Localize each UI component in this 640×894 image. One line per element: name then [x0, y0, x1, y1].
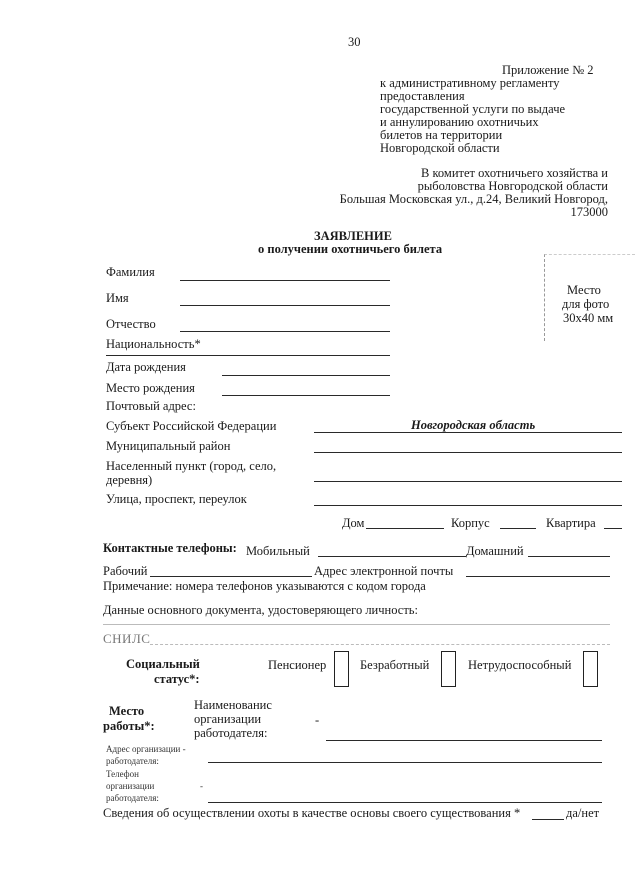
- work-label: Место: [109, 704, 145, 718]
- employer-name-field[interactable]: [326, 740, 602, 741]
- disabled-checkbox[interactable]: [583, 651, 598, 687]
- pensioner-label: Пенсионер: [268, 658, 327, 672]
- photo-label: 30х40 мм: [563, 311, 614, 325]
- nationality-field[interactable]: [106, 355, 390, 356]
- employer-address-label: Адрес организации -: [106, 744, 186, 754]
- document-subtitle: о получении охотничьего билета: [258, 242, 443, 256]
- social-status-label-cont: статус*:: [154, 672, 200, 686]
- birth-date-label: Дата рождения: [106, 360, 186, 374]
- employer-name-label: работодателя:: [194, 726, 268, 740]
- birth-date-field[interactable]: [222, 375, 390, 376]
- id-document-field[interactable]: [103, 624, 610, 625]
- addressee-line: рыболовства Новгородской области: [417, 179, 608, 193]
- subject-field[interactable]: [314, 432, 622, 433]
- locality-field[interactable]: [314, 481, 622, 482]
- unemployed-checkbox[interactable]: [441, 651, 456, 687]
- apartment-label: Квартира: [546, 516, 596, 530]
- addressee-line: В комитет охотничьего хозяйства и: [421, 166, 608, 180]
- employer-phone-label: организации: [106, 781, 155, 791]
- photo-label: для фото: [562, 297, 610, 311]
- addressee-line: 173000: [570, 205, 608, 219]
- addressee-line: Большая Московская ул., д.24, Великий Новгород,: [339, 192, 608, 206]
- work-label-cont: работы*:: [103, 719, 155, 733]
- mobile-field[interactable]: [318, 556, 466, 557]
- appendix-line: к административному регламенту: [380, 76, 560, 90]
- building-label: Корпус: [451, 516, 490, 530]
- appendix-line: Новгородской области: [380, 141, 500, 155]
- page-number: 30: [348, 35, 361, 49]
- home-phone-field[interactable]: [528, 556, 610, 557]
- employer-address-field[interactable]: [208, 762, 602, 763]
- pensioner-checkbox[interactable]: [334, 651, 349, 687]
- snils-field[interactable]: [150, 644, 610, 645]
- phone-note: Примечание: номера телефонов указываются с кодом города: [103, 579, 426, 593]
- district-label: Муниципальный район: [106, 439, 231, 453]
- subject-value: Новгородская область: [411, 418, 536, 432]
- birth-place-field[interactable]: [222, 395, 390, 396]
- appendix-line: предоставления: [380, 89, 465, 103]
- name-label: Имя: [106, 291, 129, 305]
- street-label: Улица, проспект, переулок: [106, 492, 247, 506]
- appendix-line: и аннулированию охотничьих: [380, 115, 539, 129]
- employer-phone-label: работодателя:: [106, 793, 159, 803]
- hunting-info-label: Сведения об осуществлении охоты в качестве основы своего существования *: [103, 806, 521, 820]
- work-phone-field[interactable]: [150, 576, 312, 577]
- employer-address-label: работодателя:: [106, 756, 159, 766]
- employer-name-label: Наименованис: [194, 698, 272, 712]
- work-phone-label: Рабочий: [103, 564, 148, 578]
- apartment-field[interactable]: [604, 528, 622, 529]
- snils-label: СНИЛС: [103, 631, 151, 646]
- surname-label: Фамилия: [106, 265, 155, 279]
- employer-name-dash: -: [315, 713, 320, 727]
- employer-phone-label: Телефон: [106, 769, 139, 779]
- street-field[interactable]: [314, 505, 622, 506]
- disabled-label: Нетрудоспособный: [468, 658, 572, 672]
- photo-label: Место: [567, 283, 601, 297]
- appendix-line: билетов на территории: [380, 128, 503, 142]
- district-field[interactable]: [314, 452, 622, 453]
- house-label: Дом: [342, 516, 365, 530]
- locality-label: Населенный пункт (город, село,: [106, 459, 277, 473]
- nationality-label: Национальность*: [106, 337, 201, 351]
- postal-address-label: Почтовый адрес:: [106, 399, 196, 413]
- house-field[interactable]: [366, 528, 444, 529]
- appendix-line: Приложение № 2: [502, 63, 594, 77]
- employer-name-label: организации: [194, 712, 262, 726]
- patronymic-label: Отчество: [106, 317, 156, 331]
- birth-place-label: Место рождения: [106, 381, 195, 395]
- name-field[interactable]: [180, 305, 390, 306]
- hunting-info-field[interactable]: [532, 819, 564, 820]
- locality-label-cont: деревня): [106, 473, 153, 487]
- yes-no-label: да/нет: [566, 806, 600, 820]
- email-field[interactable]: [466, 576, 610, 577]
- contacts-label: Контактные телефоны:: [103, 541, 237, 555]
- employer-phone-field[interactable]: [208, 802, 602, 803]
- appendix-line: государственной услуги по выдаче: [380, 102, 566, 116]
- employer-phone-dash: -: [200, 781, 203, 791]
- document-title: ЗАЯВЛЕНИЕ: [314, 229, 392, 243]
- email-label: Адрес электронной почты: [314, 564, 454, 578]
- subject-label: Субъект Российской Федерации: [106, 419, 277, 433]
- mobile-label: Мобильный: [246, 544, 310, 558]
- surname-field[interactable]: [180, 280, 390, 281]
- unemployed-label: Безработный: [360, 658, 430, 672]
- building-field[interactable]: [500, 528, 536, 529]
- patronymic-field[interactable]: [180, 331, 390, 332]
- home-phone-label: Домашний: [466, 544, 524, 558]
- social-status-label: Социальный: [126, 657, 200, 671]
- id-document-label: Данные основного документа, удостоверяющего личность:: [103, 603, 418, 617]
